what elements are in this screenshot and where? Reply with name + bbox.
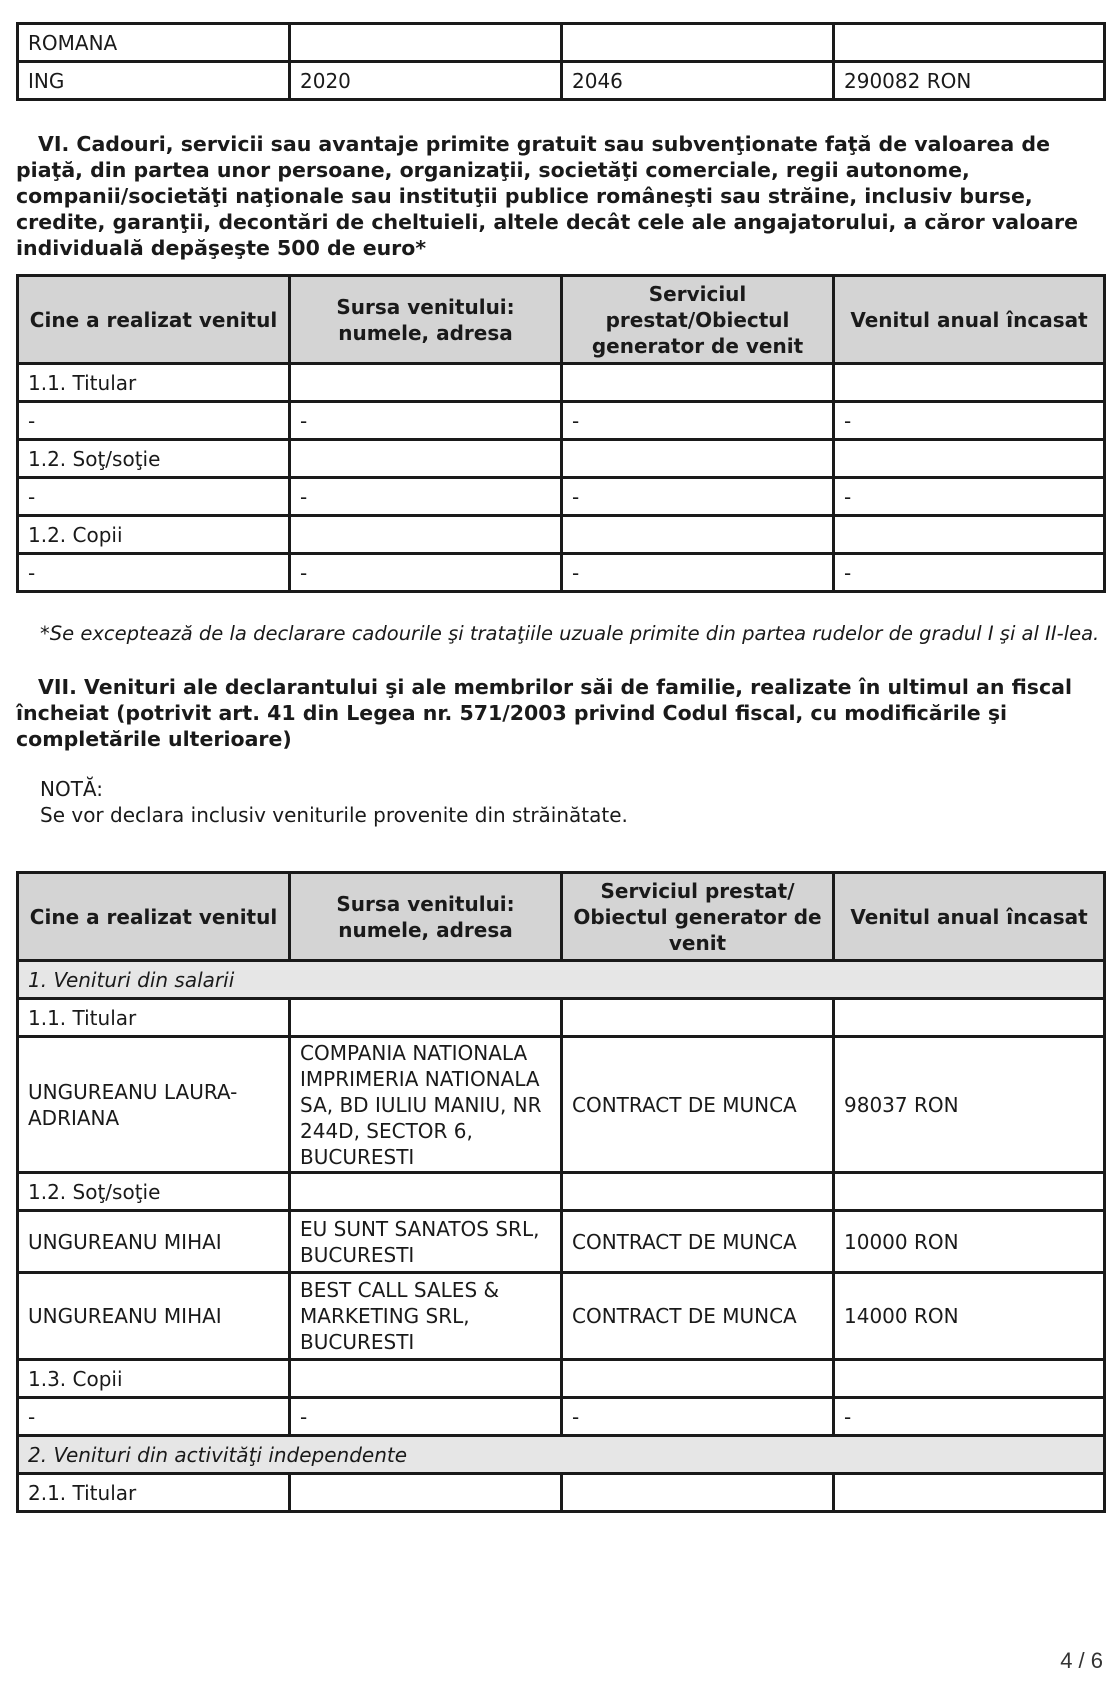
table-cell — [562, 1474, 834, 1512]
column-header-who: Cine a realizat venitul — [18, 276, 290, 364]
table-cell: UNGUREANU LAURA-ADRIANA — [18, 1037, 290, 1173]
table-cell: - — [834, 402, 1105, 440]
table-row — [18, 1173, 1105, 1211]
table-cell: EU SUNT SANATOS SRL, BUCURESTI — [290, 1211, 562, 1273]
note-text: Se vor declara inclusiv veniturile provenite din străinătate. — [40, 803, 628, 827]
table-cell — [834, 1474, 1105, 1512]
table-cell: 1.1. Titular — [18, 999, 290, 1037]
table-cell — [290, 1173, 562, 1211]
table-cell: CONTRACT DE MUNCA — [562, 1037, 834, 1173]
table-cell — [562, 516, 834, 554]
page-number: 4 / 6 — [1060, 1648, 1103, 1673]
table-row — [18, 478, 1105, 516]
table-cell: - — [290, 554, 562, 592]
table-row — [18, 1037, 1105, 1173]
table-row — [18, 1211, 1105, 1273]
table-cell — [562, 364, 834, 402]
table-cell — [834, 1360, 1105, 1398]
table-row — [18, 1398, 1105, 1436]
gifts-table — [16, 274, 1106, 593]
gifts-footnote: *Se exceptează de la declarare cadourile şi trataţiile uzuale primite din partea rudelor de gradul I şi al II-lea. — [40, 622, 1100, 645]
table-cell — [834, 1173, 1105, 1211]
bank-accounts-table-continuation — [16, 22, 1106, 101]
table-cell: - — [562, 1398, 834, 1436]
table-cell — [290, 1474, 562, 1512]
table-row — [18, 554, 1105, 592]
table-cell: - — [290, 402, 562, 440]
table-cell: - — [834, 554, 1105, 592]
table-cell: - — [562, 478, 834, 516]
table-row — [18, 516, 1105, 554]
table-cell: - — [18, 402, 290, 440]
table-cell: 98037 RON — [834, 1037, 1105, 1173]
table-header-row — [18, 873, 1105, 961]
table-cell — [834, 516, 1105, 554]
table-row — [18, 62, 1105, 100]
table-cell: 14000 RON — [834, 1273, 1105, 1360]
section-row-salaries — [18, 961, 1105, 999]
section-label: 2. Venituri din activităţi independente — [18, 1436, 1105, 1474]
table-row — [18, 1474, 1105, 1512]
table-cell: - — [562, 402, 834, 440]
table-cell: ING — [18, 62, 290, 100]
table-row — [18, 24, 1105, 62]
column-header-service: Serviciul prestat/Obiectul generator de venit — [562, 276, 834, 364]
table-cell — [290, 440, 562, 478]
table-row — [18, 402, 1105, 440]
column-header-income: Venitul anual încasat — [834, 873, 1105, 961]
table-cell: UNGUREANU MIHAI — [18, 1211, 290, 1273]
table-cell: 1.3. Copii — [18, 1360, 290, 1398]
table-header-row — [18, 276, 1105, 364]
table-cell: - — [18, 1398, 290, 1436]
column-header-income: Venitul anual încasat — [834, 276, 1105, 364]
note-title: NOTĂ: — [40, 777, 103, 801]
table-cell — [290, 999, 562, 1037]
table-cell — [562, 440, 834, 478]
column-header-who: Cine a realizat venitul — [18, 873, 290, 961]
table-cell: 1.2. Soţ/soţie — [18, 440, 290, 478]
table-cell — [834, 24, 1105, 62]
table-cell: COMPANIA NATIONALA IMPRIMERIA NATIONALA SA, BD IULIU MANIU, NR 244D, SECTOR 6, BUCURESTI — [290, 1037, 562, 1173]
table-cell: - — [834, 1398, 1105, 1436]
table-cell: UNGUREANU MIHAI — [18, 1273, 290, 1360]
table-cell: BEST CALL SALES & MARKETING SRL, BUCURESTI — [290, 1273, 562, 1360]
income-table — [16, 871, 1106, 1513]
table-cell: 2.1. Titular — [18, 1474, 290, 1512]
column-header-service: Serviciul prestat/ Obiectul generator de venit — [562, 873, 834, 961]
table-cell — [562, 999, 834, 1037]
table-cell: CONTRACT DE MUNCA — [562, 1211, 834, 1273]
table-cell — [834, 440, 1105, 478]
table-cell — [834, 999, 1105, 1037]
table-cell — [290, 364, 562, 402]
table-cell: - — [562, 554, 834, 592]
table-cell: 1.2. Copii — [18, 516, 290, 554]
table-cell: CONTRACT DE MUNCA — [562, 1273, 834, 1360]
table-cell: 10000 RON — [834, 1211, 1105, 1273]
table-row — [18, 999, 1105, 1037]
table-row — [18, 1273, 1105, 1360]
section-label: 1. Venituri din salarii — [18, 961, 1105, 999]
table-cell: - — [834, 478, 1105, 516]
table-cell — [290, 1360, 562, 1398]
table-cell: - — [290, 478, 562, 516]
table-cell — [562, 1360, 834, 1398]
table-cell — [562, 1173, 834, 1211]
column-header-source: Sursa venitului: numele, adresa — [290, 873, 562, 961]
table-cell: - — [290, 1398, 562, 1436]
table-cell: 2020 — [290, 62, 562, 100]
column-header-source: Sursa venitului: numele, adresa — [290, 276, 562, 364]
section-vi-heading: VI. Cadouri, servicii sau avantaje primite gratuit sau subvenţionate faţă de valoarea de piaţă, din partea unor persoane, organizaţii, societăţi comerciale, regii autonome, companii/societăţi naţionale sau instituţii publice româneşti sau străine, inclusiv burse, credite, garanţii, decontări de cheltuieli, altele decât cele ale angajatorului, a căror valoare individuală depăşeşte 500 de euro* — [16, 132, 1078, 260]
table-cell: - — [18, 554, 290, 592]
table-cell — [562, 24, 834, 62]
table-cell: ROMANA — [18, 24, 290, 62]
section-row-independent — [18, 1436, 1105, 1474]
table-cell: 290082 RON — [834, 62, 1105, 100]
table-cell — [290, 516, 562, 554]
table-row — [18, 1360, 1105, 1398]
table-row — [18, 364, 1105, 402]
section-vii-heading: VII. Venituri ale declarantului şi ale membrilor săi de familie, realizate în ultimul an fiscal încheiat (potrivit art. 41 din Legea nr. 571/2003 privind Codul fiscal, cu modificările şi completările ulterioare) — [16, 675, 1072, 751]
table-row — [18, 440, 1105, 478]
table-cell — [290, 24, 562, 62]
table-cell: 2046 — [562, 62, 834, 100]
table-cell — [834, 364, 1105, 402]
table-cell: 1.2. Soţ/soţie — [18, 1173, 290, 1211]
table-cell: - — [18, 478, 290, 516]
table-cell: 1.1. Titular — [18, 364, 290, 402]
